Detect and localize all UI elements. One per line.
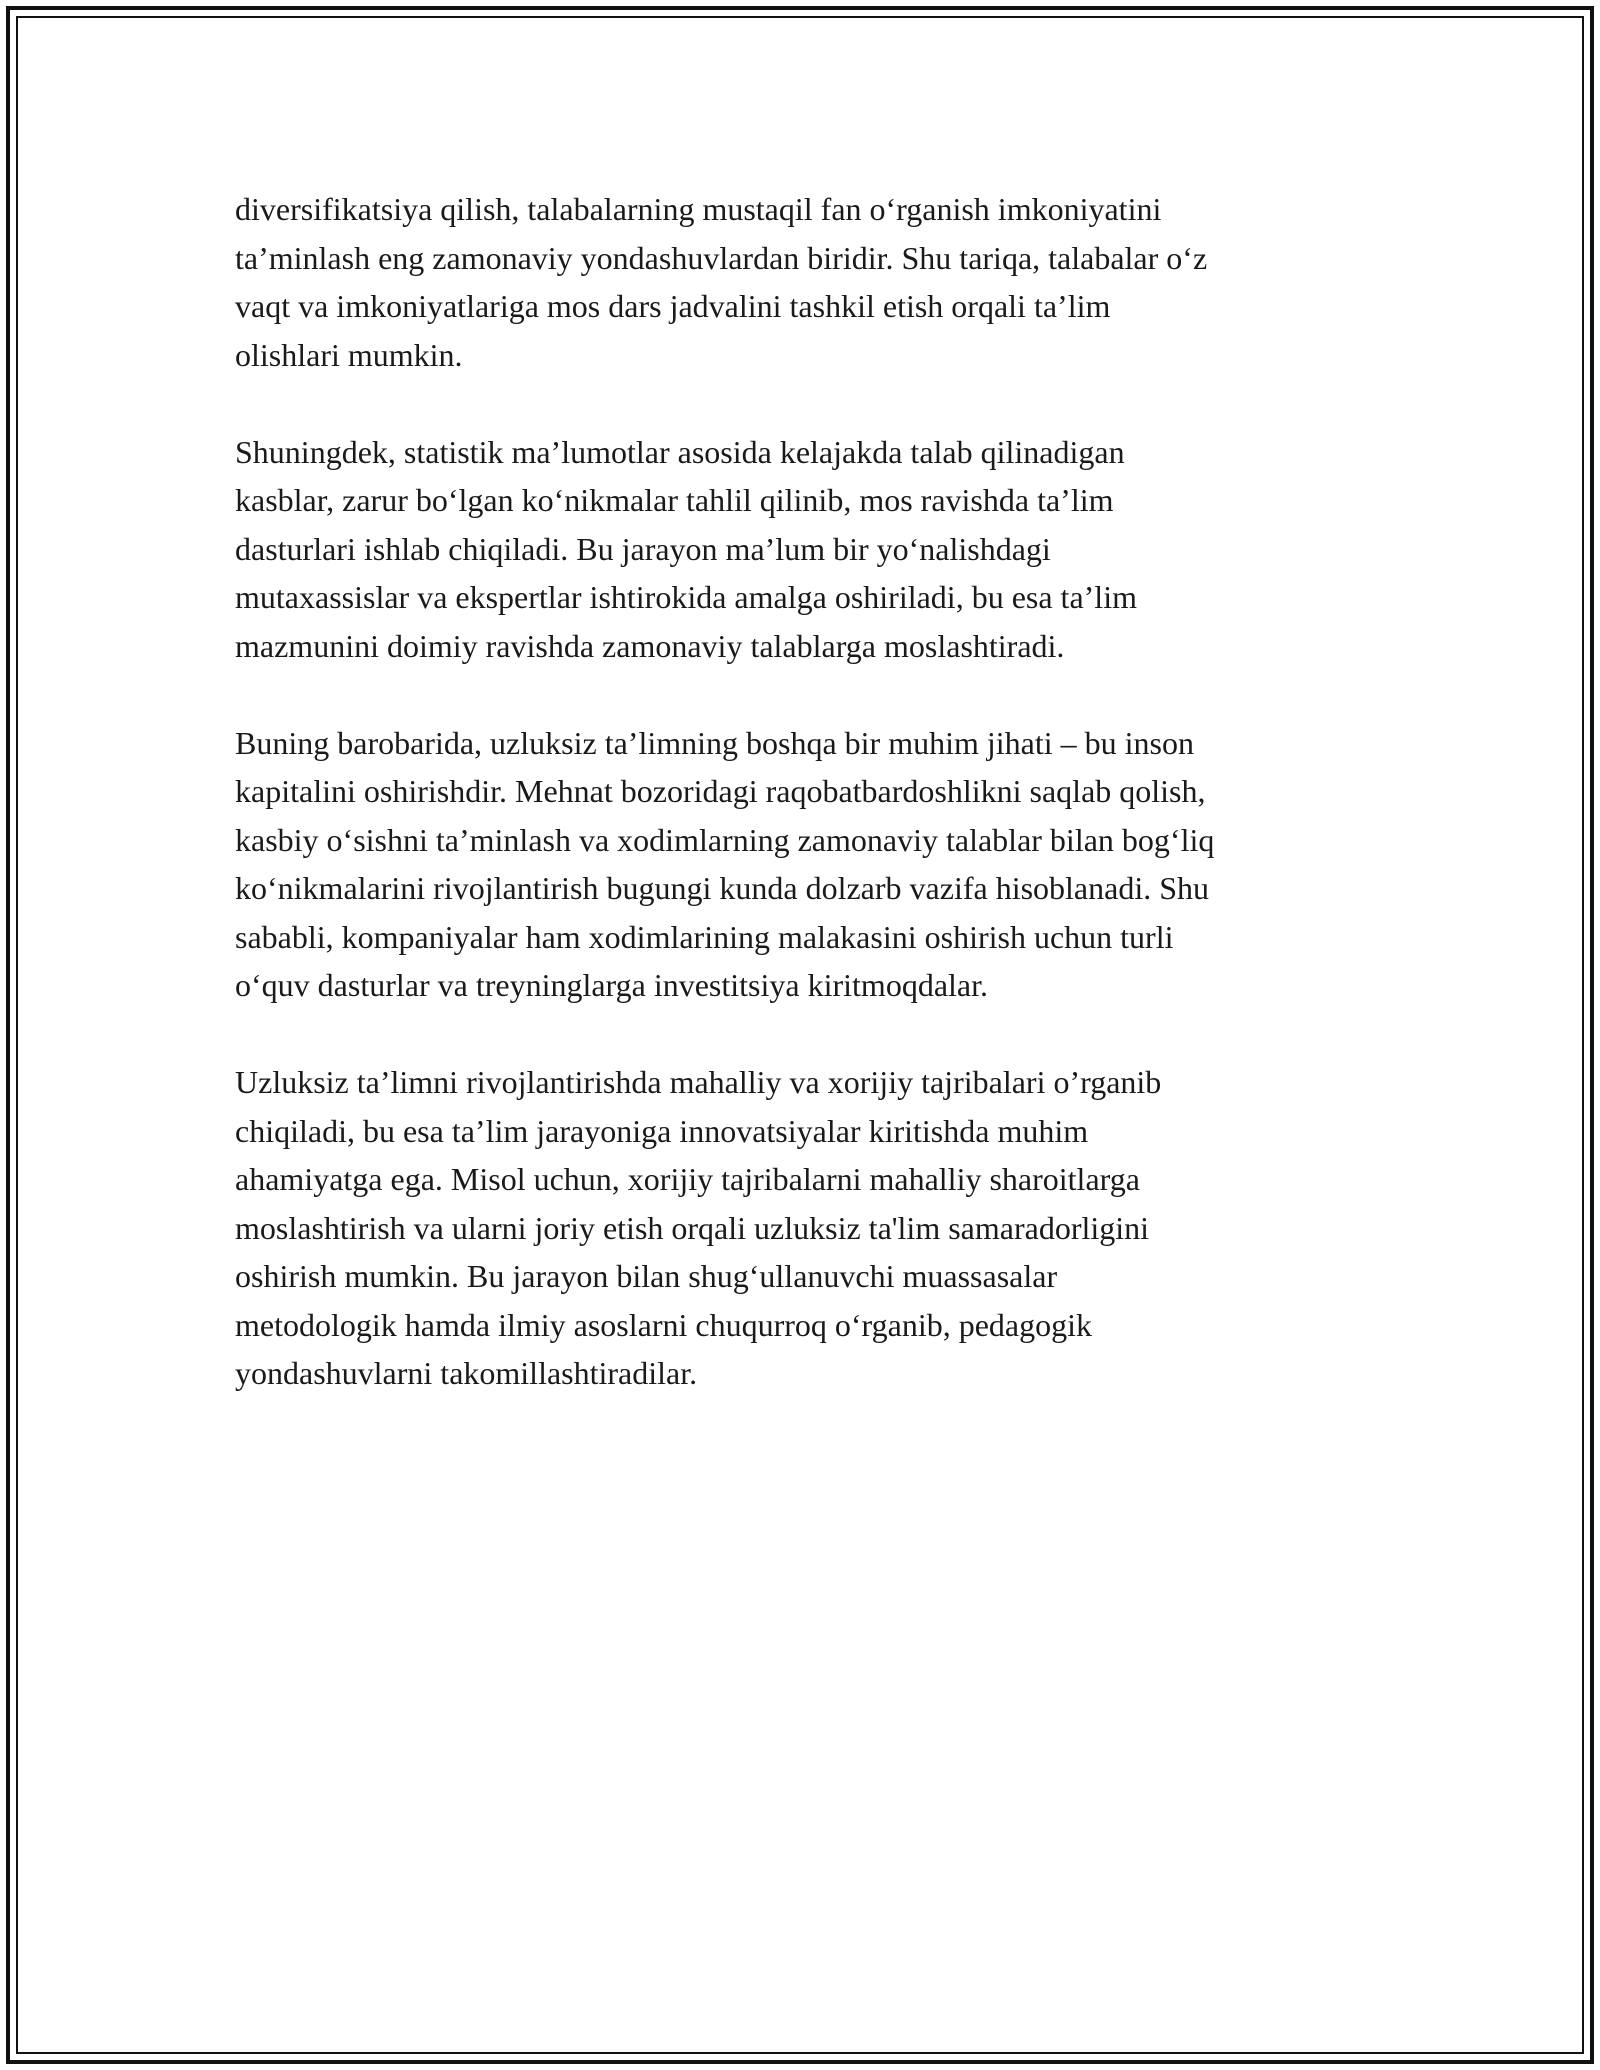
text-line: vaqt va imkoniyatlariga mos dars jadvalini tashkil etish orqali ta’lim [235, 288, 1111, 324]
paragraph-1 [235, 185, 1365, 379]
text-line: diversifikatsiya qilish, talabalarning mustaqil fan o‘rganish imkoniyatini [235, 191, 1162, 227]
text-line: olishlari mumkin. [235, 336, 463, 373]
text-line: oshirish mumkin. Bu jarayon bilan shug‘ullanuvchi muassasalar [235, 1258, 1058, 1294]
text-line: kapitalini oshirishdir. Mehnat bozoridagi raqobatbardoshlikni saqlab qolish, [235, 773, 1206, 809]
text-line: Shuningdek, statistik ma’lumotlar asosida kelajakda talab qilinadigan [235, 433, 1125, 470]
text-line: metodologik hamda ilmiy asoslarni chuqurroq o‘rganib, pedagogik [235, 1306, 1093, 1343]
text-line: kasblar, zarur bo‘lgan ko‘nikmalar tahlil qilinib, mos ravishda ta’lim [235, 482, 1114, 518]
text-line: moslashtirish va ularni joriy etish orqali uzluksiz ta'lim samaradorligini [235, 1209, 1150, 1246]
text-line: Buning barobarida, uzluksiz ta’limning boshqa bir muhim jihati – bu inson [235, 724, 1194, 761]
text-line: yondashuvlarni takomillashtiradilar. [235, 1355, 698, 1391]
text-line: mutaxassislar va ekspertlar ishtirokida amalga oshiriladi, bu esa ta’lim [235, 579, 1137, 615]
paragraph-2 [235, 428, 1365, 671]
text-line: ko‘nikmalarini rivojlantirish bugungi kunda dolzarb vazifa hisoblanadi. Shu [235, 870, 1210, 906]
text-line: sababli, kompaniyalar ham xodimlarining malakasini oshirish uchun turli [235, 918, 1174, 955]
text-line: ta’minlash eng zamonaviy yondashuvlardan biridir. Shu tariqa, talabalar o‘z [235, 239, 1208, 276]
text-line: mazmunini doimiy ravishda zamonaviy talablarga moslashtiradi. [235, 627, 1065, 664]
text-line: Uzluksiz ta’limni rivojlantirishda mahalliy va xorijiy tajribalari o’rganib [235, 1064, 1162, 1100]
paragraph-3 [235, 719, 1365, 1010]
paragraph-4 [235, 1058, 1365, 1398]
text-line: o‘quv dasturlar va treyninglarga investitsiya kiritmoqdalar. [235, 967, 988, 1003]
text-line: chiqiladi, bu esa ta’lim jarayoniga innovatsiyalar kiritishda muhim [235, 1112, 1089, 1149]
text-line: dasturlari ishlab chiqiladi. Bu jarayon ma’lum bir yo‘nalishdagi [235, 530, 1051, 567]
text-line: ahamiyatga ega. Misol uchun, xorijiy tajribalarni mahalliy sharoitlarga [235, 1161, 1140, 1197]
document-body [235, 185, 1365, 1446]
text-line: kasbiy o‘sishni ta’minlash va xodimlarning zamonaviy talablar bilan bog‘liq [235, 821, 1215, 858]
